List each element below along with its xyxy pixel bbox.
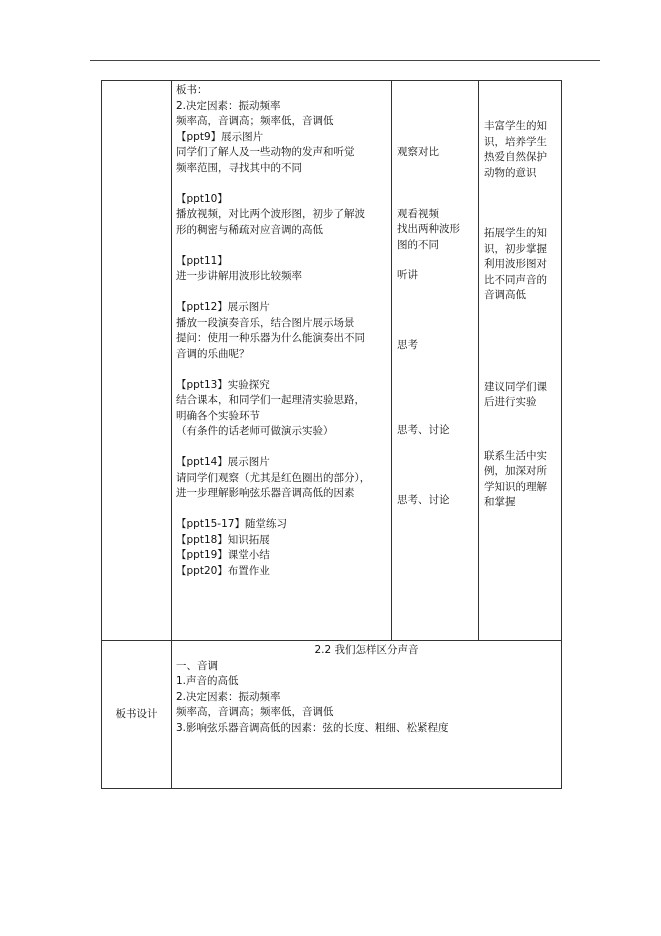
teacher-activity-line: 请同学们观察（尤其是红色圈出的部分）， [176, 471, 371, 484]
intent-line: 识，培养学生 [484, 135, 547, 148]
teacher-activity-line: 【ppt12】展示图片 [176, 301, 270, 313]
intent-line: 比不同声音的 [484, 273, 547, 286]
teacher-activity-line: 提问：使用一种乐器为什么能演奏出不同 [176, 332, 365, 344]
lesson-plan-table [101, 80, 562, 789]
board-design-row [102, 641, 562, 789]
intent-line: 建议同学们课 [484, 380, 547, 393]
intent-line: 学知识的理解 [484, 480, 547, 493]
intent-line: 后进行实验 [484, 396, 537, 408]
teacher-activity-line: 【ppt11】 [176, 254, 228, 267]
blank-line [176, 502, 387, 518]
teaching-process-row [102, 81, 562, 641]
intent-line: 丰富学生的知 [484, 120, 547, 132]
blank-line [176, 238, 387, 254]
teacher-activity-line: 进一步讲解用波形比较频率 [176, 270, 302, 282]
student-video-line: 找出两种波形 [397, 223, 460, 235]
teacher-activity-line: 同学们了解人及一些动物的发声和听觉 [176, 146, 355, 158]
intent-line: 热爱自然保护 [484, 151, 547, 163]
stage-label-cell [102, 81, 172, 641]
board-design-line: 2.决定因素：振动频率 [176, 690, 281, 703]
board-design-line: 1.声音的高低 [176, 675, 239, 687]
student-discuss: 思考、讨论 [397, 493, 450, 506]
student-video-line: 观看视频 [397, 207, 439, 220]
student-video-line: 图的不同 [397, 238, 439, 251]
teacher-activity-line: 频率高，音调高；频率低，音调低 [176, 115, 334, 127]
blank-line [176, 362, 387, 378]
teacher-activity-line: 【ppt20】布置作业 [176, 564, 270, 577]
board-design-title: 2.2 我们怎样区分声音 [314, 644, 419, 656]
blank-line [176, 285, 387, 301]
student-activity-cell [392, 81, 479, 641]
teacher-activity-line: 【ppt10】 [176, 192, 228, 205]
teacher-activity-line: 【ppt14】展示图片 [176, 456, 270, 468]
header-rule [90, 60, 600, 61]
intent-line: 动物的意识 [484, 166, 537, 179]
teacher-activity-line: （有条件的话老师可做演示实验） [176, 425, 334, 437]
teacher-activity-line: 【ppt18】知识拓展 [176, 533, 270, 546]
teacher-activity-line: 进一步理解影响弦乐器音调高低的因素 [176, 487, 355, 499]
intent-line: 利用波形图对 [484, 258, 547, 270]
teacher-activity-line: 频率范围，寻找其中的不同 [176, 161, 302, 174]
intent-line: 联系生活中实 [484, 449, 547, 462]
teacher-activity-line: 【ppt9】展示图片 [176, 130, 264, 143]
board-design-label: 板书设计 [102, 641, 172, 789]
board-design-line: 一、音调 [176, 659, 218, 672]
design-intent-cell [479, 81, 562, 641]
intent-line: 音调高低 [484, 289, 526, 301]
teacher-activity-text [172, 81, 391, 640]
teacher-activity-line: 播放一段演奏音乐，结合图片展示场景 [176, 316, 355, 329]
student-discuss: 思考、讨论 [397, 424, 450, 436]
intent-line: 和掌握 [484, 496, 516, 508]
intent-line: 识，初步掌握 [484, 242, 547, 255]
student-listen: 听讲 [397, 269, 418, 281]
teacher-activity-line: 音调的乐曲呢？ [176, 347, 250, 360]
intent-line: 拓展学生的知 [484, 227, 547, 239]
board-design-line: 3.影响弦乐器音调高低的因素：弦的长度、粗细、松紧程度 [176, 721, 449, 734]
teacher-activity-line: 明确各个实验环节 [176, 409, 260, 422]
student-think: 思考 [397, 338, 418, 351]
teacher-activity-line: 【ppt15-17】随堂练习 [176, 518, 287, 530]
student-observe: 观察对比 [397, 146, 439, 158]
teacher-activity-cell [172, 81, 392, 641]
blank-line [176, 176, 387, 192]
board-design-line: 频率高，音调高；频率低，音调低 [176, 706, 334, 718]
teacher-activity-line: 形的稠密与稀疏对应音调的高低 [176, 223, 323, 236]
teacher-activity-line: 板书： [176, 84, 208, 96]
teacher-activity-line: 播放视频，对比两个波形图，初步了解波 [176, 208, 365, 220]
teacher-activity-line: 结合课本，和同学们一起理清实验思路， [176, 394, 365, 406]
teacher-activity-line: 【ppt13】实验探究 [176, 378, 270, 391]
teacher-activity-line: 【ppt19】课堂小结 [176, 549, 270, 561]
board-design-content [172, 641, 562, 789]
intent-line: 例，加深对所 [484, 465, 547, 477]
blank-line [176, 440, 387, 456]
teacher-activity-line: 2.决定因素：振动频率 [176, 99, 281, 112]
